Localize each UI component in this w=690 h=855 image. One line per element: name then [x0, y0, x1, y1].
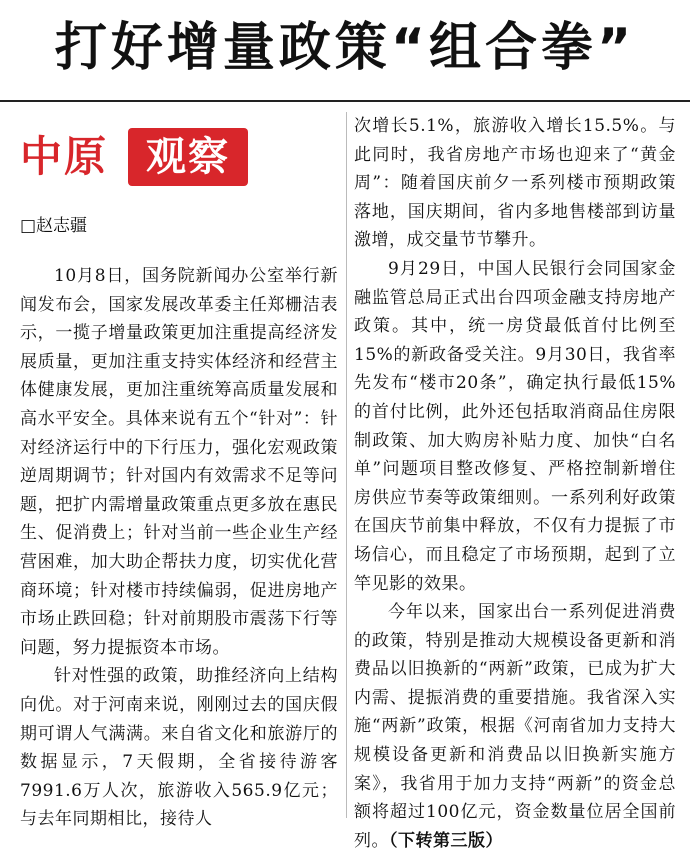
paragraph — [354, 598, 676, 855]
paragraph: 10月8日，国务院新闻办公室举行新闻发布会，国家发展改革委主任郑栅洁表示，一揽子增量政策更加注重提高经济发展质量，更加注重支持实体经济和经营主体健康发展，更加注重统筹高质量发展和高水平安全。具体来说有五个“针对”：针对经济运行中的下行压力，强化宏观政策逆周期调节；针对国内有效需求不足等问题，把扩内需增量政策重点更多放在惠民生、促消费上；针对当前一些企业生产经营困难，加大助企帮扶力度，切实优化营商环境；针对楼市持续偏弱，促进房地产市场止跌回稳；针对前期股市震荡下行等问题，努力提振资本市场。 — [20, 266, 338, 658]
paragraph-text: 今年以来，国家出台一系列促进消费的政策，特别是推动大规模设备更新和消费品以旧换新的“两新”政策，已成为扩大内需、提振消费的重要措施。我省深入实施“两新”政策，根据《河南省加力支持大规模设备更新和消费品以旧换新实施方案》，我省用于加力支持“两新”的资金总额将超过100亿元，资金数量位居全国前列。 — [354, 602, 676, 851]
column-separator — [346, 112, 347, 818]
right-column — [354, 112, 676, 855]
column-logo-left: 中原 — [20, 132, 109, 181]
byline: □赵志疆 — [20, 216, 88, 236]
column-logo — [20, 128, 250, 188]
paragraph: 针对性强的政策，助推经济向上结构向优。对于河南来说，刚刚过去的国庆假期可谓人气满满。来自省文化和旅游厅的数据显示，7天假期，全省接待游客7991.6万人次，旅游收入565.9亿元；与去年同期相比，接待人 — [20, 666, 338, 830]
paragraph: 9月29日，中国人民银行会同国家金融监管总局正式出台四项金融支持房地产政策。其中，统一房贷最低首付比例至15%的新政备受关注。9月30日，我省率先发布“楼市20条”，确定执行最低15%的首付比例，此外还包括取消商品住房限制政策、加大购房补贴力度、加快“白名单”问题项目整改修复、严格控制新增住房供应节奏等政策细则。一系列利好政策在国庆节前集中释放，不仅有力提振了市场信心，而且稳定了市场预期，起到了立竿见影的效果。 — [354, 258, 676, 594]
continued-note: （下转第三版） — [389, 830, 503, 851]
paragraph: 次增长5.1%，旅游收入增长15.5%。与此同时，我省房地产市场也迎来了“黄金周”：随着国庆前夕一系列楼市预期政策落地，国庆期间，省内多地售楼部到访量激增，成交量节节攀升。 — [354, 116, 676, 251]
column-logo-right-box — [128, 128, 248, 186]
headline-divider — [0, 100, 690, 102]
headline: 打好增量政策“组合拳” — [54, 18, 636, 78]
left-column — [20, 262, 338, 834]
column-logo-right: 观察 — [146, 134, 230, 180]
